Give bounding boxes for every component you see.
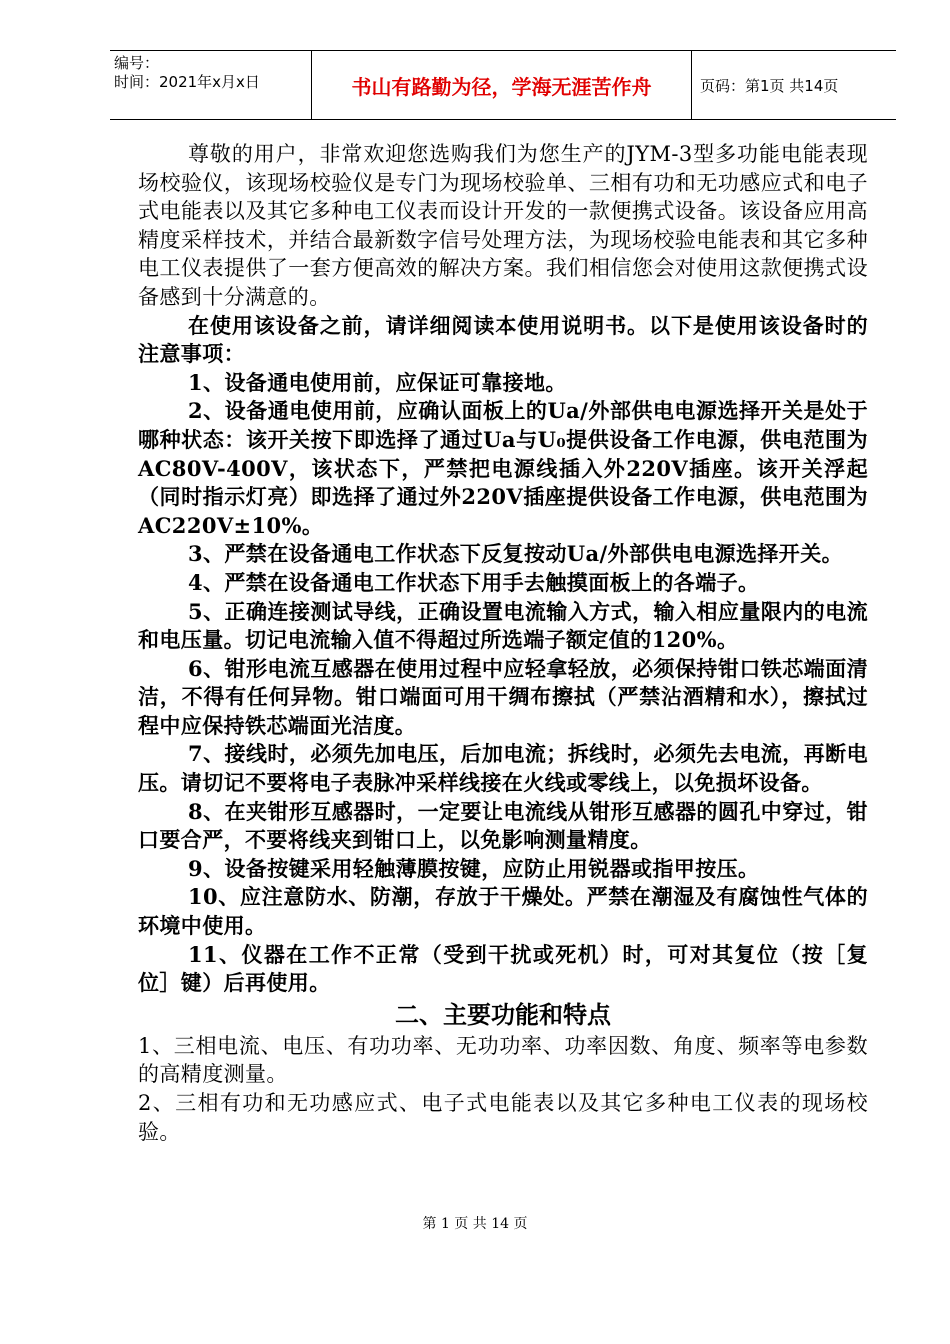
note-item: 1、设备通电使用前，应保证可靠接地。 (188, 369, 567, 395)
time-label: 时间：2021年x月x日 (114, 73, 260, 91)
note-item: 7、接线时，必须先加电压，后加电流；拆线时，必须先去电流，再断电压。请切记不要将电子表脉冲采样线接在火线或零线上，以免损坏设备。 (138, 741, 868, 796)
note-item: 11、仪器在工作不正常（受到干扰或死机）时，可对其复位（按［复位］键）后再使用。 (138, 941, 868, 996)
note-item: 4、严禁在设备通电工作状态下用手去触摸面板上的各端子。 (188, 569, 760, 595)
note-item: 6、钳形电流互感器在使用过程中应轻拿轻放，必须保持钳口铁芯端面清洁，不得有任何异物。钳口端面可用干绸布擦拭（严禁沾酒精和水），擦拭过程中应保持铁芯端面光洁度。 (138, 655, 868, 738)
note-item: 8、在夹钳形互感器时，一定要让电流线从钳形互感器的圆孔中穿过，钳口要合严，不要将线夹到钳口上，以免影响测量精度。 (138, 798, 868, 853)
notice-intro: 在使用该设备之前，请详细阅读本使用说明书。以下是使用该设备时的注意事项： (138, 312, 868, 367)
number-label: 编号： (114, 54, 160, 72)
note-item: 3、严禁在设备通电工作状态下反复按动Ua/外部供电电源选择开关。 (188, 541, 843, 567)
note-item: 2、设备通电使用前，应确认面板上的Ua/外部供电电源选择开关是处于哪种状态：该开关按下即选择了通过Ua与U₀提供设备工作电源，供电范围为AC80V-400V，该状态下，严禁把电源线插入外220V插座。该开关浮起（同时指示灯亮）即选择了通过外220V插座提供设备工作电源，供电范围为AC220V±10%。 (138, 398, 868, 538)
header-page-info: 页码：第1页 共14页 (700, 76, 839, 95)
feature-item: 2、三相有功和无功感应式、电子式电能表以及其它多种电工仪表的现场校验。 (138, 1091, 868, 1144)
note-item: 5、正确连接测试导线，正确设置电流输入方式，输入相应量限内的电流和电压量。切记电流输入值不得超过所选端子额定值的120%。 (138, 598, 868, 653)
page-header (110, 50, 896, 120)
document-body (138, 140, 868, 1146)
intro-paragraph: 尊敬的用户，非常欢迎您选购我们为您生产的JYM-3型多功能电能表现场校验仪，该现场校验仪是专门为现场校验单、三相有功和无功感应式和电子式电能表以及其它多种电工仪表而设计开发的一款便携式设备。该设备应用高精度采样技术，并结合最新数字信号处理方法，为现场校验电能表和其它多种电工仪表提供了一套方便高效的解决方案。我们相信您会对使用这款便携式设备感到十分满意的。 (138, 142, 868, 309)
section-heading: 二、主要功能和特点 (395, 999, 611, 1029)
header-motto: 书山有路勤为径，学海无涯苦作舟 (312, 51, 692, 119)
page-footer: 第 1 页 共 14 页 (422, 1216, 528, 1232)
note-item: 9、设备按键采用轻触薄膜按键，应防止用锐器或指甲按压。 (188, 855, 760, 881)
note-item: 10、应注意防水、防潮，存放于干燥处。严禁在潮湿及有腐蚀性气体的环境中使用。 (138, 884, 868, 939)
feature-item: 1、三相电流、电压、有功功率、无功功率、功率因数、角度、频率等电参数的高精度测量。 (138, 1033, 868, 1087)
header-meta (110, 51, 312, 119)
